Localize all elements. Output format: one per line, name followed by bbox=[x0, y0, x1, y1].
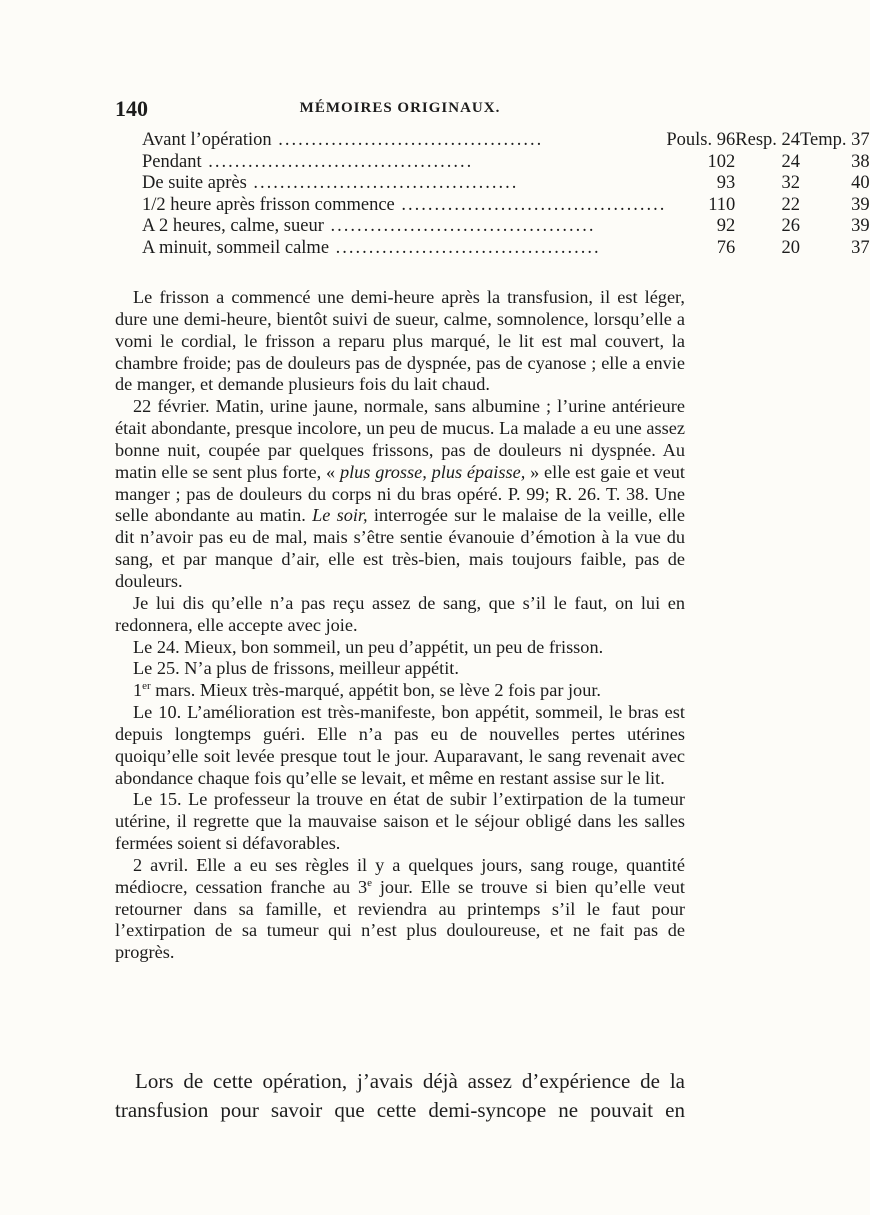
vitals-table bbox=[142, 130, 870, 259]
vitals-cell-pouls: 102 bbox=[707, 151, 736, 172]
superscript: er bbox=[142, 680, 151, 693]
vitals-cell-resp: 32 bbox=[781, 173, 801, 193]
vitals-cell-temp: 39 bbox=[851, 194, 870, 215]
vitals-label: Pendant bbox=[142, 151, 202, 172]
running-title: MÉMOIRES ORIGINAUX. bbox=[299, 100, 501, 116]
vitals-cell-label bbox=[142, 238, 666, 260]
vitals-cell-temp: Temp. 37 bbox=[800, 130, 870, 150]
vitals-cell-label bbox=[142, 173, 666, 195]
vitals-row bbox=[142, 195, 870, 217]
paragraph: Le frisson a commencé une demi-heure après la transfusion, il est léger, dure une demi-heure, bientôt suivi de sueur, calme, somnolence, lorsqu’elle a vomi le cordial, le frisson a reparu plus marqué, le lit est mal couvert, la chambre froide; pas de douleurs pas de dyspnée, pas de cyanose ; elle a envie de manger, et demande plusieurs fois du lait chaud. bbox=[115, 287, 685, 395]
vitals-cell-resp: 22 bbox=[781, 194, 801, 215]
vitals-cell-resp: 24 bbox=[781, 151, 801, 172]
text-run: 1 bbox=[133, 680, 143, 701]
paragraph bbox=[115, 855, 685, 964]
leader-dots: ........................................ bbox=[329, 237, 601, 258]
text-run: interrogée sur le malaise de la veille, elle dit n’avoir pas eu de mal, mais s’être sentie évanouie d’émotion à la vue du sang, et par manque d’air, elle est très-bien, mais toujours faible, pas de douleurs. bbox=[115, 505, 685, 591]
vitals-cell-temp: 38 bbox=[851, 151, 870, 172]
vitals-cell-label bbox=[142, 152, 666, 174]
vitals-cell-resp: 26 bbox=[781, 216, 801, 236]
vitals-label: Avant l’opération bbox=[142, 130, 272, 150]
lead-line: Lors de cette opération, j’avais déjà assez d’expérience de la bbox=[135, 1069, 685, 1093]
text-run: jour. Elle se trouve si bien qu’elle veut retourner dans sa famille, et reviendra au printemps s’il le faut pour l’extirpation de sa tumeur qui n’est plus douloureuse, et ne fait pas de progrès. bbox=[115, 876, 685, 963]
vitals-row bbox=[142, 173, 870, 195]
body-text bbox=[115, 287, 685, 964]
vitals-cell-temp: 39 bbox=[851, 216, 870, 236]
paragraph: Le 15. Le professeur la trouve en état de subir l’extirpation de la tumeur utérine, il regrette que la mauvaise saison et le séjour obligé dans les salles fermées soient si défavorables. bbox=[115, 789, 685, 854]
vitals-row bbox=[142, 130, 870, 152]
vitals-cell-pouls: 110 bbox=[708, 194, 736, 215]
leader-dots: ........................................ bbox=[246, 173, 519, 193]
vitals-label: 1/2 heure après frisson commence bbox=[142, 194, 395, 215]
lead-paragraph bbox=[115, 1067, 685, 1125]
paragraph: Le 24. Mieux, bon sommeil, un peu d’appétit, un peu de frisson. bbox=[133, 636, 604, 657]
paragraph: Je lui dis qu’elle n’a pas reçu assez de sang, que s’il le faut, on lui en redonnera, elle accepte avec joie. bbox=[115, 592, 685, 635]
vitals-row bbox=[142, 238, 870, 260]
paragraph bbox=[115, 680, 685, 702]
leader-dots: ........................................ bbox=[271, 130, 544, 150]
leader-dots: ........................................ bbox=[394, 194, 667, 215]
paragraph: Le 10. L’amélioration est très-manifeste, bon appétit, sommeil, le bras est depuis longtemps guéri. Elle n’a pas eu de nouvelles pertes utérines quoiqu’elle soit levée presque tout le jour. Auparavant, le sang revenait avec abondance chaque fois qu’elle se levait, et même en restant assise sur le lit. bbox=[115, 702, 685, 788]
vitals-cell-resp: 20 bbox=[781, 237, 801, 258]
vitals-cell-pouls: 92 bbox=[716, 216, 736, 236]
vitals-cell-label bbox=[142, 130, 666, 152]
vitals-label: A 2 heures, calme, sueur bbox=[142, 216, 324, 236]
vitals-label: A minuit, sommeil calme bbox=[142, 237, 330, 258]
vitals-cell-pouls: Pouls. 96 bbox=[666, 130, 736, 150]
italic-text: Le soir, bbox=[312, 505, 368, 526]
vitals-cell-temp: 37 bbox=[851, 237, 870, 258]
vitals-cell-pouls: 76 bbox=[716, 237, 736, 258]
text-run: » elle est gaie et veut manger ; pas de douleurs du corps ni du bras opéré. P. 99; R. 26. T. 38. Une selle abondante au matin. bbox=[115, 461, 685, 526]
italic-quote: plus grosse, plus épaisse, bbox=[339, 461, 526, 482]
page-number: 140 bbox=[115, 96, 148, 121]
lead-line: transfusion pour savoir que cette demi-syncope ne pouvait en bbox=[115, 1098, 685, 1122]
vitals-cell-resp: Resp. 24 bbox=[735, 130, 801, 150]
vitals-label: De suite après bbox=[142, 173, 247, 193]
paragraph bbox=[115, 396, 685, 593]
superscript: e bbox=[367, 876, 373, 889]
leader-dots: ........................................ bbox=[201, 151, 474, 172]
vitals-row bbox=[142, 216, 870, 238]
vitals-cell-pouls: 93 bbox=[716, 173, 736, 193]
paragraph: Le 25. N’a plus de frissons, meilleur appétit. bbox=[133, 658, 459, 679]
text-run: 22 février. Matin, urine jaune, normale, sans albumine ; l’urine antérieure était abondante, presque incolore, un peu de mucus. La malade a eu une assez bonne nuit, coupée par quelques frissons, pas de douleurs ni dyspnée. Au matin elle se sent plus forte, « bbox=[115, 396, 685, 482]
vitals-row bbox=[142, 152, 870, 174]
page-header bbox=[115, 96, 685, 122]
vitals-cell-temp: 40 bbox=[851, 173, 870, 193]
text-run: mars. Mieux très-marqué, appétit bon, se lève 2 fois par jour. bbox=[150, 680, 601, 701]
leader-dots: ........................................ bbox=[323, 216, 596, 236]
vitals-cell-label bbox=[142, 195, 666, 217]
text-run: 2 avril. Elle a eu ses règles il y a quelques jours, sang rouge, quantité médiocre, cessation franche au 3 bbox=[115, 854, 685, 897]
vitals-cell-label bbox=[142, 216, 666, 238]
